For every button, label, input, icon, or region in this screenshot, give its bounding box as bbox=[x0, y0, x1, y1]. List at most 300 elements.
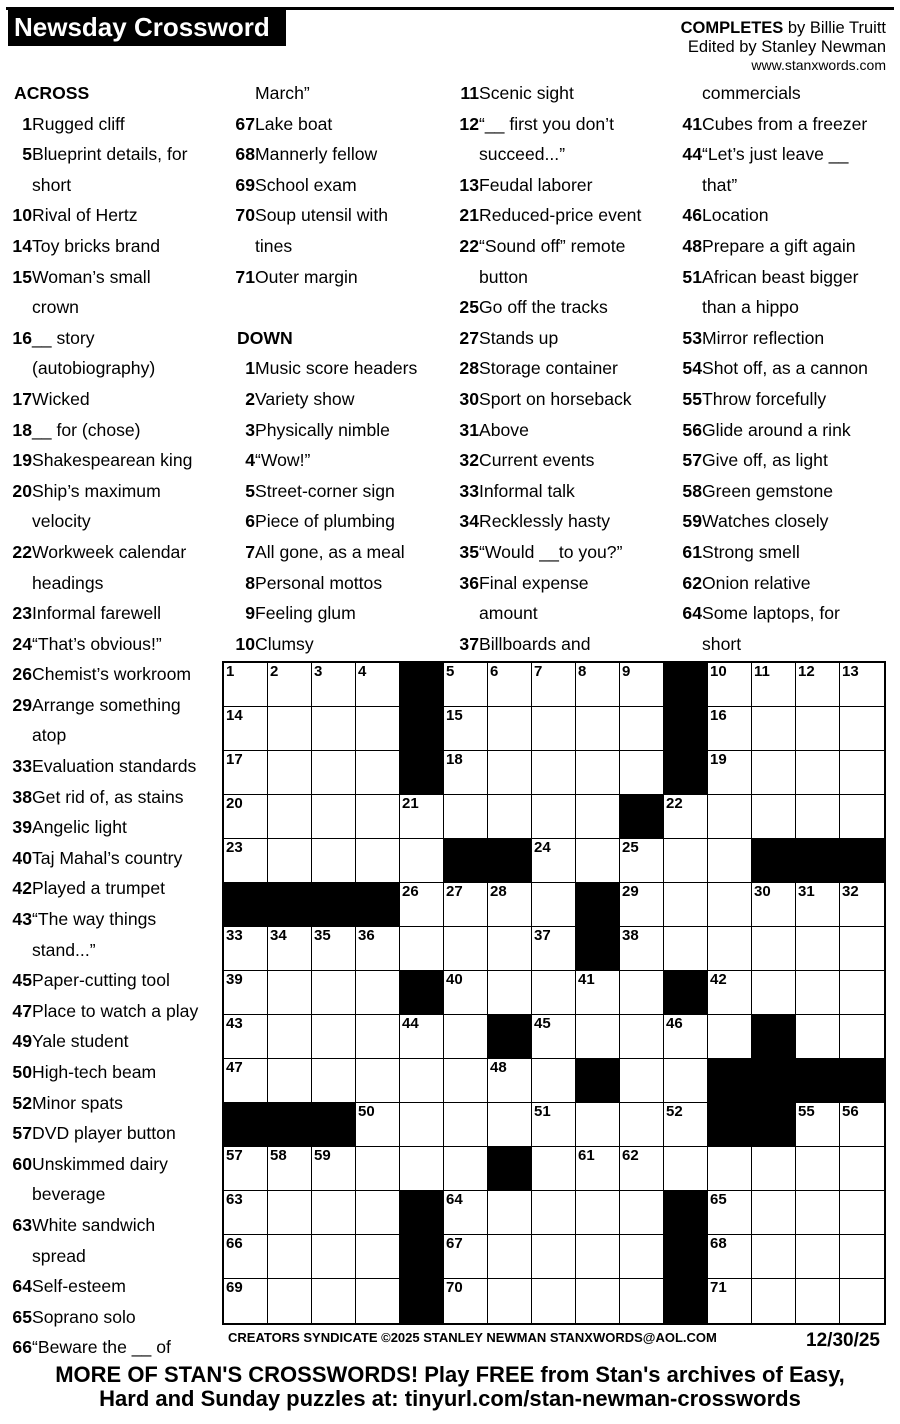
clue-text: commercials bbox=[702, 83, 801, 103]
grid-cell[interactable] bbox=[840, 1015, 884, 1059]
grid-cell[interactable] bbox=[444, 971, 488, 1015]
cell-number: 67 bbox=[446, 1235, 463, 1252]
grid-cell[interactable] bbox=[224, 1279, 268, 1323]
black-square bbox=[664, 751, 708, 795]
grid-cell[interactable] bbox=[444, 1235, 488, 1279]
grid-cell[interactable] bbox=[796, 1103, 840, 1147]
grid-cell[interactable] bbox=[708, 1015, 752, 1059]
cell-number: 12 bbox=[798, 663, 815, 680]
grid-cell[interactable] bbox=[620, 1235, 664, 1279]
grid-cell[interactable] bbox=[576, 751, 620, 795]
clue-line bbox=[6, 200, 221, 231]
clue-text: Throw forcefully bbox=[702, 388, 827, 409]
grid-cell[interactable] bbox=[224, 1235, 268, 1279]
grid-cell[interactable] bbox=[400, 1147, 444, 1191]
clue-text: Billboards and bbox=[479, 633, 591, 654]
grid-cell[interactable] bbox=[488, 663, 532, 707]
grid-cell[interactable] bbox=[268, 1059, 312, 1103]
grid-cell[interactable] bbox=[356, 927, 400, 971]
grid-cell[interactable] bbox=[488, 751, 532, 795]
cell-number: 14 bbox=[226, 707, 243, 724]
grid-cell[interactable] bbox=[400, 927, 444, 971]
grid-cell[interactable] bbox=[312, 751, 356, 795]
grid-cell[interactable] bbox=[488, 707, 532, 751]
grid-cell[interactable] bbox=[752, 971, 796, 1015]
clue-text: “The way things bbox=[32, 909, 157, 930]
grid-cell[interactable] bbox=[400, 1059, 444, 1103]
clue-column bbox=[229, 78, 444, 659]
grid-cell[interactable] bbox=[224, 1015, 268, 1059]
clue-line bbox=[6, 935, 221, 966]
clue-text: “__ first you don’t bbox=[479, 113, 614, 134]
grid-cell[interactable] bbox=[576, 1191, 620, 1235]
grid-cell[interactable] bbox=[444, 1191, 488, 1235]
grid-cell[interactable] bbox=[532, 707, 576, 751]
grid-cell[interactable] bbox=[532, 1015, 576, 1059]
grid-cell[interactable] bbox=[444, 707, 488, 751]
black-square bbox=[752, 1103, 796, 1147]
clue-number: 65 bbox=[12, 1306, 32, 1327]
grid-cell[interactable] bbox=[576, 1015, 620, 1059]
grid-cell[interactable] bbox=[268, 663, 312, 707]
clue-text: Wicked bbox=[32, 388, 90, 409]
grid-cell[interactable] bbox=[620, 707, 664, 751]
grid-cell[interactable] bbox=[620, 1279, 664, 1323]
clue-text: “Beware the __ of bbox=[32, 1337, 171, 1358]
grid-cell[interactable] bbox=[576, 839, 620, 883]
cell-number: 9 bbox=[622, 663, 631, 680]
clue-number: 15 bbox=[12, 266, 32, 287]
clue-text: Feudal laborer bbox=[479, 174, 593, 195]
grid-cell[interactable] bbox=[796, 663, 840, 707]
grid-cell[interactable] bbox=[532, 883, 576, 927]
clue-number: 40 bbox=[12, 847, 32, 868]
clue-text: Scenic sight bbox=[479, 83, 574, 103]
grid-cell[interactable] bbox=[444, 1015, 488, 1059]
grid-cell[interactable] bbox=[400, 795, 444, 839]
newspaper-title: Newsday Crossword bbox=[8, 10, 286, 46]
black-square bbox=[840, 839, 884, 883]
clue-number: 21 bbox=[459, 205, 479, 226]
grid-cell[interactable] bbox=[400, 883, 444, 927]
grid-cell[interactable] bbox=[532, 1059, 576, 1103]
grid-cell[interactable] bbox=[444, 1103, 488, 1147]
grid-cell[interactable] bbox=[356, 1015, 400, 1059]
clue-text: __ for (chose) bbox=[32, 419, 141, 440]
clue-number: 62 bbox=[682, 572, 702, 593]
grid-cell[interactable] bbox=[224, 751, 268, 795]
clue-line bbox=[676, 506, 891, 537]
grid-cell[interactable] bbox=[708, 1191, 752, 1235]
grid-cell[interactable] bbox=[532, 663, 576, 707]
clue-line bbox=[6, 415, 221, 446]
grid-cell[interactable] bbox=[268, 707, 312, 751]
grid-cell[interactable] bbox=[796, 751, 840, 795]
clue-text: Give off, as light bbox=[702, 450, 828, 471]
clue-number: 27 bbox=[459, 327, 479, 348]
grid-cell[interactable] bbox=[708, 795, 752, 839]
grid-cell[interactable] bbox=[356, 839, 400, 883]
grid-cell[interactable] bbox=[312, 839, 356, 883]
grid-cell[interactable] bbox=[444, 1059, 488, 1103]
grid-cell[interactable] bbox=[796, 795, 840, 839]
cell-number: 68 bbox=[710, 1235, 727, 1252]
grid-cell[interactable] bbox=[224, 1191, 268, 1235]
grid-cell[interactable] bbox=[312, 1147, 356, 1191]
grid-cell[interactable] bbox=[576, 1235, 620, 1279]
clue-line bbox=[453, 568, 668, 599]
grid-cell[interactable] bbox=[840, 927, 884, 971]
grid-cell[interactable] bbox=[796, 1015, 840, 1059]
grid-cell[interactable] bbox=[708, 1235, 752, 1279]
grid-cell[interactable] bbox=[840, 1147, 884, 1191]
grid-cell[interactable] bbox=[796, 1191, 840, 1235]
grid-cell[interactable] bbox=[268, 795, 312, 839]
grid-cell[interactable] bbox=[444, 751, 488, 795]
clue-line bbox=[229, 568, 444, 599]
black-square bbox=[356, 883, 400, 927]
clue-text: Lake boat bbox=[255, 113, 333, 134]
grid-cell[interactable] bbox=[796, 1279, 840, 1323]
clue-line bbox=[676, 537, 891, 568]
grid-cell[interactable] bbox=[268, 751, 312, 795]
grid-cell[interactable] bbox=[224, 795, 268, 839]
clue-line bbox=[6, 598, 221, 629]
grid-cell[interactable] bbox=[312, 795, 356, 839]
grid-cell[interactable] bbox=[620, 1059, 664, 1103]
grid-cell[interactable] bbox=[576, 663, 620, 707]
grid-cell[interactable] bbox=[268, 1235, 312, 1279]
grid-cell[interactable] bbox=[488, 1103, 532, 1147]
clue-text: tines bbox=[255, 235, 293, 256]
grid-cell[interactable] bbox=[488, 883, 532, 927]
grid-cell[interactable] bbox=[532, 1235, 576, 1279]
grid-cell[interactable] bbox=[312, 707, 356, 751]
clue-number: 26 bbox=[12, 664, 32, 685]
black-square bbox=[268, 883, 312, 927]
grid-cell[interactable] bbox=[444, 883, 488, 927]
grid-cell[interactable] bbox=[796, 707, 840, 751]
grid-cell[interactable] bbox=[840, 883, 884, 927]
grid-cell[interactable] bbox=[488, 1059, 532, 1103]
clue-line bbox=[676, 476, 891, 507]
clue-text: Watches closely bbox=[702, 511, 829, 532]
clue-number: 5 bbox=[245, 480, 255, 501]
grid-cell[interactable] bbox=[488, 971, 532, 1015]
grid-cell[interactable] bbox=[576, 1147, 620, 1191]
section-heading: DOWN bbox=[237, 327, 293, 348]
grid-cell[interactable] bbox=[752, 795, 796, 839]
grid-cell[interactable] bbox=[708, 971, 752, 1015]
grid-cell[interactable] bbox=[312, 1059, 356, 1103]
clue-number: 52 bbox=[12, 1092, 32, 1113]
grid-cell[interactable] bbox=[752, 883, 796, 927]
grid-cell[interactable] bbox=[444, 927, 488, 971]
clue-number: 34 bbox=[459, 511, 479, 532]
grid-cell[interactable] bbox=[224, 1147, 268, 1191]
grid-cell[interactable] bbox=[224, 839, 268, 883]
cell-number: 28 bbox=[490, 883, 507, 900]
clue-text: Get rid of, as stains bbox=[32, 786, 184, 807]
clue-line bbox=[6, 782, 221, 813]
grid-cell[interactable] bbox=[312, 1015, 356, 1059]
grid-cell[interactable] bbox=[312, 1235, 356, 1279]
clue-text: Place to watch a play bbox=[32, 1000, 199, 1021]
cell-number: 21 bbox=[402, 795, 419, 812]
grid-cell[interactable] bbox=[840, 1191, 884, 1235]
clue-line bbox=[6, 629, 221, 660]
grid-cell[interactable] bbox=[312, 663, 356, 707]
grid-cell[interactable] bbox=[224, 707, 268, 751]
cell-number: 35 bbox=[314, 927, 331, 944]
grid-cell[interactable] bbox=[752, 927, 796, 971]
cell-number: 20 bbox=[226, 795, 243, 812]
clue-text: Strong smell bbox=[702, 541, 800, 562]
grid-cell[interactable] bbox=[312, 1191, 356, 1235]
grid-cell[interactable] bbox=[532, 751, 576, 795]
grid-cell[interactable] bbox=[224, 1059, 268, 1103]
cell-number: 15 bbox=[446, 707, 463, 724]
clue-line bbox=[6, 262, 221, 293]
grid-cell[interactable] bbox=[356, 1103, 400, 1147]
grid-cell[interactable] bbox=[840, 795, 884, 839]
grid-cell[interactable] bbox=[268, 1015, 312, 1059]
grid-cell[interactable] bbox=[620, 751, 664, 795]
clue-number: 47 bbox=[12, 1000, 32, 1021]
black-square bbox=[312, 1103, 356, 1147]
grid-cell[interactable] bbox=[356, 1279, 400, 1323]
grid-cell[interactable] bbox=[620, 839, 664, 883]
clue-number: 53 bbox=[682, 327, 702, 348]
grid-cell[interactable] bbox=[708, 927, 752, 971]
grid-cell[interactable] bbox=[400, 1015, 444, 1059]
website: www.stanxwords.com bbox=[751, 57, 886, 73]
grid-cell[interactable] bbox=[708, 1279, 752, 1323]
clue-text: (autobiography) bbox=[32, 358, 156, 379]
clue-number: 57 bbox=[682, 450, 702, 471]
clue-text: that” bbox=[702, 174, 738, 195]
clue-number: 8 bbox=[245, 572, 255, 593]
clue-line bbox=[6, 1149, 221, 1180]
grid-cell[interactable] bbox=[752, 707, 796, 751]
grid-cell[interactable] bbox=[796, 1147, 840, 1191]
clue-text: Woman’s small bbox=[32, 266, 151, 287]
grid-cell[interactable] bbox=[796, 971, 840, 1015]
grid-cell[interactable] bbox=[444, 1147, 488, 1191]
clue-line bbox=[453, 506, 668, 537]
grid-cell[interactable] bbox=[356, 1191, 400, 1235]
grid-cell[interactable] bbox=[444, 795, 488, 839]
grid-cell[interactable] bbox=[708, 707, 752, 751]
grid-cell[interactable] bbox=[752, 751, 796, 795]
grid-cell[interactable] bbox=[752, 1191, 796, 1235]
grid-cell[interactable] bbox=[796, 883, 840, 927]
grid-cell[interactable] bbox=[752, 663, 796, 707]
clue-line bbox=[453, 629, 668, 660]
clue-line bbox=[229, 506, 444, 537]
grid-cell[interactable] bbox=[664, 795, 708, 839]
section-heading: ACROSS bbox=[14, 83, 90, 103]
grid-cell[interactable] bbox=[488, 795, 532, 839]
grid-cell[interactable] bbox=[576, 971, 620, 1015]
grid-cell[interactable] bbox=[268, 1279, 312, 1323]
grid-cell[interactable] bbox=[840, 663, 884, 707]
grid-cell[interactable] bbox=[356, 1147, 400, 1191]
grid-cell[interactable] bbox=[708, 1147, 752, 1191]
clue-text: atop bbox=[32, 725, 67, 746]
grid-cell[interactable] bbox=[532, 795, 576, 839]
clue-text: Feeling glum bbox=[255, 603, 356, 624]
grid-cell[interactable] bbox=[576, 707, 620, 751]
grid-cell[interactable] bbox=[224, 927, 268, 971]
grid-cell[interactable] bbox=[664, 883, 708, 927]
grid-cell[interactable] bbox=[268, 839, 312, 883]
grid-cell[interactable] bbox=[356, 1235, 400, 1279]
grid-cell[interactable] bbox=[620, 927, 664, 971]
crossword-grid bbox=[222, 661, 886, 1325]
clue-text: African beast bigger bbox=[702, 266, 859, 287]
grid-cell[interactable] bbox=[708, 839, 752, 883]
cell-number: 17 bbox=[226, 751, 243, 768]
grid-cell[interactable] bbox=[664, 1147, 708, 1191]
clue-line bbox=[229, 262, 444, 293]
cell-number: 22 bbox=[666, 795, 683, 812]
grid-cell[interactable] bbox=[268, 1191, 312, 1235]
grid-cell[interactable] bbox=[708, 663, 752, 707]
grid-cell[interactable] bbox=[488, 1279, 532, 1323]
grid-cell[interactable] bbox=[840, 707, 884, 751]
clue-line bbox=[676, 445, 891, 476]
grid-cell[interactable] bbox=[532, 1103, 576, 1147]
grid-cell[interactable] bbox=[752, 1147, 796, 1191]
clue-line bbox=[6, 231, 221, 262]
grid-cell[interactable] bbox=[444, 663, 488, 707]
black-square bbox=[752, 1059, 796, 1103]
grid-cell[interactable] bbox=[224, 971, 268, 1015]
cell-number: 16 bbox=[710, 707, 727, 724]
grid-cell[interactable] bbox=[532, 1279, 576, 1323]
grid-cell[interactable] bbox=[840, 1235, 884, 1279]
grid-cell[interactable] bbox=[268, 971, 312, 1015]
grid-cell[interactable] bbox=[356, 663, 400, 707]
puzzle-title: COMPLETES bbox=[680, 19, 784, 37]
clue-number: 24 bbox=[12, 633, 32, 654]
grid-cell[interactable] bbox=[312, 971, 356, 1015]
grid-cell[interactable] bbox=[356, 795, 400, 839]
clue-number: 61 bbox=[682, 541, 702, 562]
grid-cell[interactable] bbox=[664, 1059, 708, 1103]
clue-text: “Sound off” remote bbox=[479, 235, 626, 256]
cell-number: 39 bbox=[226, 971, 243, 988]
grid-cell[interactable] bbox=[356, 707, 400, 751]
grid-cell[interactable] bbox=[620, 1147, 664, 1191]
grid-cell[interactable] bbox=[532, 1147, 576, 1191]
grid-cell[interactable] bbox=[356, 971, 400, 1015]
grid-cell[interactable] bbox=[796, 927, 840, 971]
clue-line bbox=[453, 323, 668, 354]
clue-number: 68 bbox=[235, 144, 255, 165]
grid-cell[interactable] bbox=[752, 1279, 796, 1323]
clue-text: Soup utensil with bbox=[255, 205, 389, 226]
clue-number: 23 bbox=[12, 603, 32, 624]
grid-cell[interactable] bbox=[752, 1235, 796, 1279]
grid-cell[interactable] bbox=[664, 1103, 708, 1147]
grid-cell[interactable] bbox=[488, 1235, 532, 1279]
grid-cell[interactable] bbox=[532, 927, 576, 971]
grid-cell[interactable] bbox=[576, 795, 620, 839]
grid-cell[interactable] bbox=[444, 1279, 488, 1323]
cell-number: 52 bbox=[666, 1103, 683, 1120]
grid-cell[interactable] bbox=[796, 1235, 840, 1279]
grid-cell[interactable] bbox=[488, 927, 532, 971]
grid-cell[interactable] bbox=[840, 971, 884, 1015]
grid-cell[interactable] bbox=[532, 1191, 576, 1235]
grid-cell[interactable] bbox=[840, 751, 884, 795]
grid-cell[interactable] bbox=[356, 751, 400, 795]
clue-number: 55 bbox=[682, 388, 702, 409]
cell-number: 62 bbox=[622, 1147, 639, 1164]
grid-cell[interactable] bbox=[620, 1191, 664, 1235]
grid-cell[interactable] bbox=[576, 1279, 620, 1323]
clue-text: Taj Mahal’s country bbox=[32, 847, 183, 868]
clue-number: 1 bbox=[245, 358, 255, 379]
grid-cell[interactable] bbox=[400, 1103, 444, 1147]
grid-cell[interactable] bbox=[268, 1147, 312, 1191]
grid-cell[interactable] bbox=[840, 1279, 884, 1323]
clue-number: 1 bbox=[22, 113, 32, 134]
black-square bbox=[752, 1015, 796, 1059]
grid-cell[interactable] bbox=[532, 839, 576, 883]
clue-line bbox=[676, 231, 891, 262]
grid-cell[interactable] bbox=[268, 927, 312, 971]
cell-number: 47 bbox=[226, 1059, 243, 1076]
grid-cell[interactable] bbox=[356, 1059, 400, 1103]
grid-cell[interactable] bbox=[224, 663, 268, 707]
grid-cell[interactable] bbox=[532, 971, 576, 1015]
grid-cell[interactable] bbox=[400, 839, 444, 883]
grid-cell[interactable] bbox=[312, 927, 356, 971]
clue-number: 39 bbox=[12, 817, 32, 838]
grid-cell[interactable] bbox=[488, 1191, 532, 1235]
black-square bbox=[488, 839, 532, 883]
clue-number: 19 bbox=[12, 450, 32, 471]
clue-line bbox=[6, 537, 221, 568]
clue-text: crown bbox=[32, 297, 79, 318]
cell-number: 65 bbox=[710, 1191, 727, 1208]
cell-number: 2 bbox=[270, 663, 279, 680]
grid-cell[interactable] bbox=[664, 927, 708, 971]
clue-number: 14 bbox=[12, 235, 32, 256]
clue-text: amount bbox=[479, 603, 538, 624]
grid-cell[interactable] bbox=[664, 1015, 708, 1059]
grid-cell[interactable] bbox=[576, 1103, 620, 1147]
grid-cell[interactable] bbox=[312, 1279, 356, 1323]
grid-cell[interactable] bbox=[620, 1015, 664, 1059]
grid-cell[interactable] bbox=[708, 751, 752, 795]
clue-line bbox=[6, 323, 221, 354]
black-square bbox=[400, 751, 444, 795]
grid-cell[interactable] bbox=[620, 663, 664, 707]
grid-cell[interactable] bbox=[620, 883, 664, 927]
grid-cell[interactable] bbox=[708, 883, 752, 927]
grid-cell[interactable] bbox=[620, 971, 664, 1015]
grid-cell[interactable] bbox=[840, 1103, 884, 1147]
black-square bbox=[664, 663, 708, 707]
grid-cell[interactable] bbox=[664, 839, 708, 883]
clue-line bbox=[6, 506, 221, 537]
grid-cell[interactable] bbox=[620, 1103, 664, 1147]
black-square bbox=[752, 839, 796, 883]
